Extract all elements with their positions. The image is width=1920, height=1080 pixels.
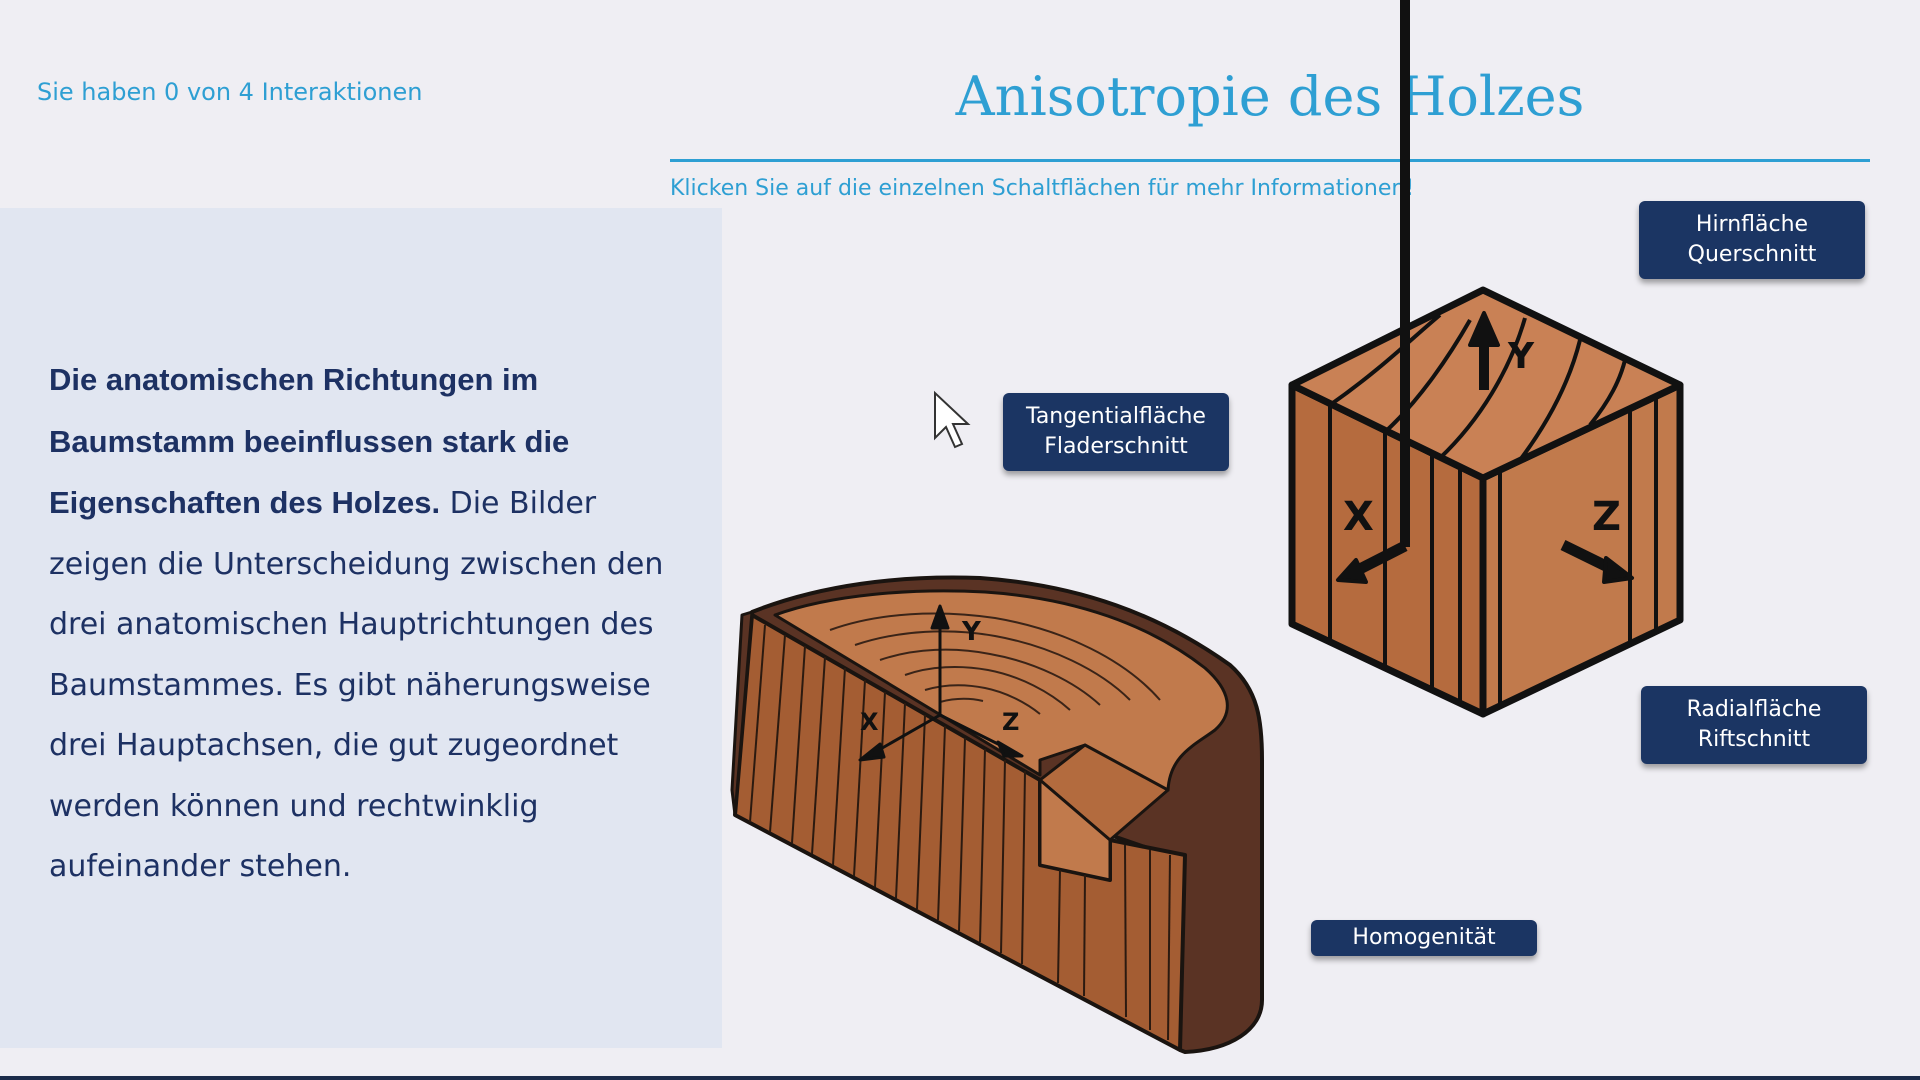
hirnflaeche-button[interactable] [1639,201,1865,279]
cube-axis-x-label: X [1343,494,1374,540]
page-title: Anisotropie des Holzes [955,65,1585,128]
tangential-line2: Fladerschnitt [1044,434,1188,459]
hirn-line2: Querschnitt [1687,242,1817,267]
tangentialflaeche-button[interactable] [1003,393,1229,471]
hirn-line1: Hirnfläche [1695,212,1809,237]
radialflaeche-button[interactable] [1641,686,1867,764]
bottom-bar [0,1076,1920,1080]
radial-line2: Riftschnitt [1697,727,1811,752]
interaction-counter: Sie haben 0 von 4 Interaktionen [37,78,423,106]
log-axis-y-label: Y [962,617,981,647]
log-axis-z-label: Z [1002,708,1020,736]
tangential-line1: Tangentialfläche [1026,404,1206,429]
mouse-cursor-icon [935,393,968,447]
cube-axis-z-label: Z [1592,494,1622,540]
intro-text: Die Bilder zeigen die Unterscheidung zwischen den drei anatomischen Hauptrichtungen des Baumstammes. Es gibt näherungsweise drei Hauptachsen, die gut zugeordnet werden können und rechtwinklig aufeinander stehen. [49,486,664,884]
instruction-text: Klicken Sie auf die einzelnen Schaltflächen für mehr Informationen! [670,176,1415,201]
log-axis-x-label: X [860,708,879,736]
intro-bold: Die anatomischen Richtungen im Baumstamm beeinflussen stark die Eigenschaften des Holzes. [49,362,570,520]
radial-line1: Radialfläche [1686,697,1822,722]
log-illustration [732,577,1262,1052]
cube-axis-y-label: Y [1508,336,1535,377]
homogenitaet-button[interactable] [1311,920,1537,956]
cube-illustration [1292,0,1680,714]
homogen-label: Homogenität [1352,925,1496,950]
